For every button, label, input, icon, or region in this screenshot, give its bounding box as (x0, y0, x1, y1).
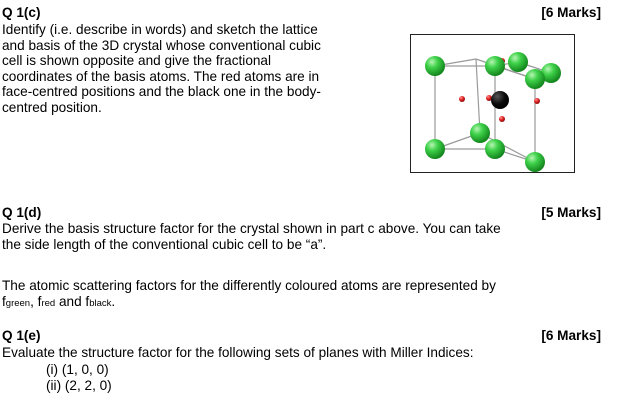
q1c-line: cell is shown opposite and give the fractional (2, 53, 272, 69)
q1e-marks: [6 Marks] (541, 328, 601, 343)
f-black: f (85, 293, 90, 309)
period: . (111, 293, 116, 309)
green-atom (485, 139, 505, 159)
separator: , (30, 293, 38, 309)
red-atom (534, 98, 540, 104)
q1c-marks: [6 Marks] (541, 5, 601, 20)
green-atom (425, 139, 445, 159)
q1d-text (2, 221, 622, 252)
q1c-line: coordinates of the basis atoms. The red atoms are in (2, 68, 320, 84)
miller-index-item: (ii) (2, 2, 0) (46, 377, 112, 393)
q1d-label: Q 1(d) (2, 205, 42, 220)
q1d-line: the side length of the conventional cubic cell to be “a”. (2, 236, 327, 252)
red-atom (499, 116, 505, 122)
red-atom (459, 96, 465, 102)
green-atom (425, 56, 445, 76)
q1d-scatter-text (2, 278, 622, 311)
green-atom (485, 56, 505, 76)
f-red: f (37, 293, 42, 309)
q1d-factors-line (2, 294, 622, 312)
black-atom (491, 91, 509, 109)
q1d-scatter-line: The atomic scattering factors for the differently coloured atoms are represented by (2, 278, 496, 293)
f-red-sub: red (41, 297, 56, 309)
q1d-marks: [5 Marks] (541, 205, 601, 220)
miller-index-item: (i) (1, 0, 0) (46, 362, 109, 377)
green-atom (508, 52, 528, 72)
q1c-line: centred position. (2, 99, 102, 115)
q1c-line: and basis of the 3D crystal whose conventional cubic (2, 37, 321, 53)
crystal-figure (410, 34, 575, 173)
f-black-sub: black (89, 297, 112, 309)
q1d-line: Derive the basis structure factor for the crystal shown in part c above. You can take (2, 221, 501, 236)
green-atom (525, 69, 545, 89)
q1e-items (46, 362, 112, 393)
q1c-text (2, 22, 407, 116)
and-word: and (55, 293, 86, 309)
green-atom (525, 152, 545, 172)
crystal-cell-svg (411, 35, 574, 172)
q1c-line: face-centred positions and the black one in the body- (2, 84, 321, 100)
f-green: f (2, 293, 6, 309)
green-atom (470, 123, 490, 143)
q1e-label: Q 1(e) (2, 328, 41, 343)
q1c-line: Identify (i.e. describe in words) and sketch the lattice (2, 22, 318, 37)
q1c-label: Q 1(c) (2, 5, 41, 20)
f-green-sub: green (5, 297, 31, 309)
q1e-instruction: Evaluate the structure factor for the following sets of planes with Miller Indices: (2, 345, 474, 360)
